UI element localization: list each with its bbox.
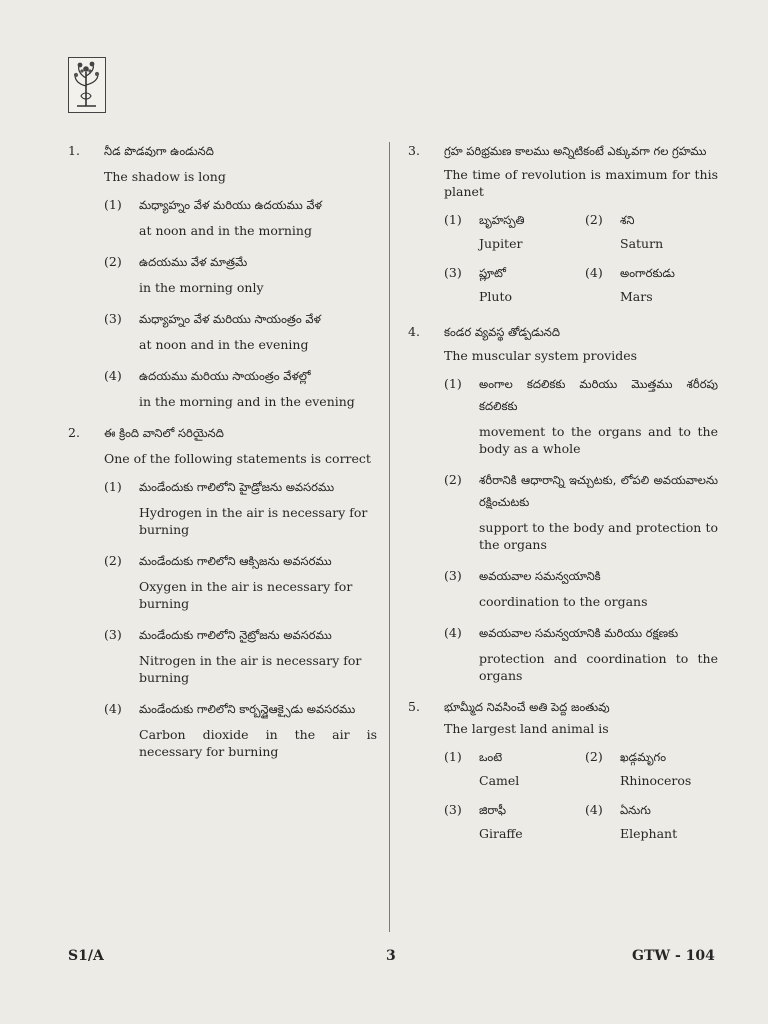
series-code: GTW - 104: [632, 948, 715, 964]
question-text-telugu: కండర వ్యవస్థ తోడ్పడునది: [444, 325, 560, 339]
option-label: (4): [585, 265, 603, 280]
question-text-telugu: భూమ్మీద నివసించే అతి పెద్ద జంతువు: [444, 700, 610, 714]
question-number: 5.: [408, 699, 420, 714]
option-text-telugu: అంగారకుడు: [620, 266, 675, 280]
option-text-telugu: శని: [620, 213, 635, 227]
option-4: [585, 799, 718, 852]
option-text-telugu: అవయవాల సమన్వయానికి: [479, 569, 601, 583]
option-text-english: at noon and in the morning: [139, 223, 312, 238]
option-text-telugu: మండేందుకు గాలిలోని ఆక్సిజను అవసరము: [139, 554, 332, 568]
option-label: (3): [444, 568, 462, 583]
option-text-telugu: శరీరానికి ఆధారాన్ని ఇచ్చుటకు, లోపలి అవయవాలను రక్షించుటకు: [479, 473, 718, 509]
option-label: (3): [444, 802, 462, 817]
option-label: (1): [104, 197, 122, 212]
option-text-english: Hydrogen in the air is necessary for burning: [139, 505, 368, 537]
plant-emblem-icon: [69, 58, 104, 111]
option-text-english: support to the body and protection to the organs: [479, 520, 718, 552]
question-text-english: The time of revolution is maximum for this planet: [444, 167, 718, 199]
option-2: [444, 469, 718, 553]
option-text-telugu: ఖడ్గమృగం: [620, 750, 667, 764]
option-2: [585, 746, 718, 799]
option-4: [444, 622, 718, 684]
question-5: [402, 696, 718, 852]
question-4: [402, 321, 718, 684]
question-text-english: The largest land animal is: [444, 721, 609, 736]
option-text-telugu: జిరాఫీ: [479, 803, 507, 817]
option-text-telugu: మండేందుకు గాలిలోని హైడ్రోజను అవసరము: [139, 480, 335, 494]
option-text-english: movement to the organs and to the body as a whole: [479, 424, 718, 456]
option-label: (3): [104, 627, 122, 642]
option-text-english: Oxygen in the air is necessary for burning: [139, 579, 353, 611]
option-text-telugu: మధ్యాహ్నం వేళ మరియు సాయంత్రం వేళ: [139, 312, 321, 326]
options-grid: [444, 746, 718, 852]
options-grid: [444, 209, 718, 315]
option-text-english: at noon and in the evening: [139, 337, 309, 352]
option-label: (2): [444, 472, 462, 487]
question-2: [62, 422, 377, 760]
option-text-telugu: మండేందుకు గాలిలోని నైట్రోజను అవసరము: [139, 628, 332, 642]
option-text-telugu: మండేందుకు గాలిలోని కార్బన్డైఆక్సైడు అవసరము: [139, 702, 356, 716]
option-text-telugu: ఉదయము వేళ మాత్రమే: [139, 255, 248, 269]
option-text-english: protection and coordination to the organs: [479, 651, 718, 683]
option-1: [444, 373, 718, 457]
question-3: [402, 140, 718, 315]
column-divider: [389, 142, 390, 932]
option-text-telugu: ఏనుగు: [620, 803, 651, 817]
question-text-english: One of the following statements is correct: [104, 451, 371, 466]
option-text-english: Elephant: [620, 826, 678, 841]
option-2: [104, 550, 377, 612]
question-number: 2.: [68, 425, 80, 440]
option-text-english: Jupiter: [479, 236, 523, 251]
paper-code: S1/A: [68, 948, 104, 964]
question-text-telugu: గ్రహ పరిభ్రమణ కాలము అన్నిటికంటే ఎక్కువగా గల గ్రహము: [444, 144, 707, 158]
option-text-english: Carbon dioxide in the air is necessary for burning: [139, 727, 377, 759]
question-text-english: The muscular system provides: [444, 348, 638, 363]
option-3: [104, 308, 377, 353]
option-text-telugu: ఒంటె: [479, 750, 503, 764]
option-text-english: Saturn: [620, 236, 664, 251]
option-label: (1): [444, 212, 462, 227]
option-3: [444, 799, 577, 852]
right-column: [402, 140, 718, 852]
option-text-english: Giraffe: [479, 826, 523, 841]
option-label: (2): [585, 212, 603, 227]
option-text-english: Camel: [479, 773, 520, 788]
option-text-english: Mars: [620, 289, 653, 304]
option-text-english: in the morning only: [139, 280, 264, 295]
option-4: [104, 698, 377, 760]
option-text-telugu: బృహస్పతి: [479, 213, 525, 227]
option-3: [444, 262, 577, 315]
option-1: [104, 476, 377, 538]
question-number: 3.: [408, 143, 420, 158]
left-column: [62, 140, 377, 772]
option-1: [104, 194, 377, 239]
option-text-english: in the morning and in the evening: [139, 394, 355, 409]
option-label: (1): [444, 376, 462, 391]
option-text-english: coordination to the organs: [479, 594, 648, 609]
option-label: (4): [104, 368, 122, 383]
option-1: [444, 746, 577, 799]
question-number: 1.: [68, 143, 80, 158]
option-2: [585, 209, 718, 262]
option-label: (3): [444, 265, 462, 280]
option-text-telugu: ప్లూటో: [479, 266, 506, 280]
question-text-english: The shadow is long: [104, 169, 226, 184]
option-text-telugu: అంగాల కదలికకు మరియు మొత్తము శరీరపు కదలికకు: [479, 377, 718, 413]
option-label: (2): [104, 553, 122, 568]
option-4: [585, 262, 718, 315]
option-label: (3): [104, 311, 122, 326]
question-text-telugu: నీడ పొడవుగా ఉండునది: [104, 144, 214, 158]
option-4: [104, 365, 377, 410]
option-text-telugu: అవయవాల సమన్వయానికి మరియు రక్షణకు: [479, 626, 679, 640]
option-label: (4): [104, 701, 122, 716]
option-text-english: Nitrogen in the air is necessary for burning: [139, 653, 362, 685]
emblem-logo: [68, 57, 106, 113]
option-text-telugu: ఉదయము మరియు సాయంత్రం వేళల్లో: [139, 369, 311, 383]
option-label: (2): [585, 749, 603, 764]
option-label: (4): [585, 802, 603, 817]
option-label: (1): [104, 479, 122, 494]
question-text-telugu: ఈ క్రింది వానిలో సరియైనది: [104, 426, 224, 440]
question-1: [62, 140, 377, 410]
option-label: (4): [444, 625, 462, 640]
option-label: (2): [104, 254, 122, 269]
option-3: [444, 565, 718, 610]
option-2: [104, 251, 377, 296]
option-3: [104, 624, 377, 686]
option-text-english: Pluto: [479, 289, 513, 304]
page-number: 3: [386, 948, 396, 964]
option-label: (1): [444, 749, 462, 764]
option-text-english: Rhinoceros: [620, 773, 692, 788]
option-text-telugu: మధ్యాహ్నం వేళ మరియు ఉదయము వేళ: [139, 198, 322, 212]
question-number: 4.: [408, 324, 420, 339]
option-1: [444, 209, 577, 262]
